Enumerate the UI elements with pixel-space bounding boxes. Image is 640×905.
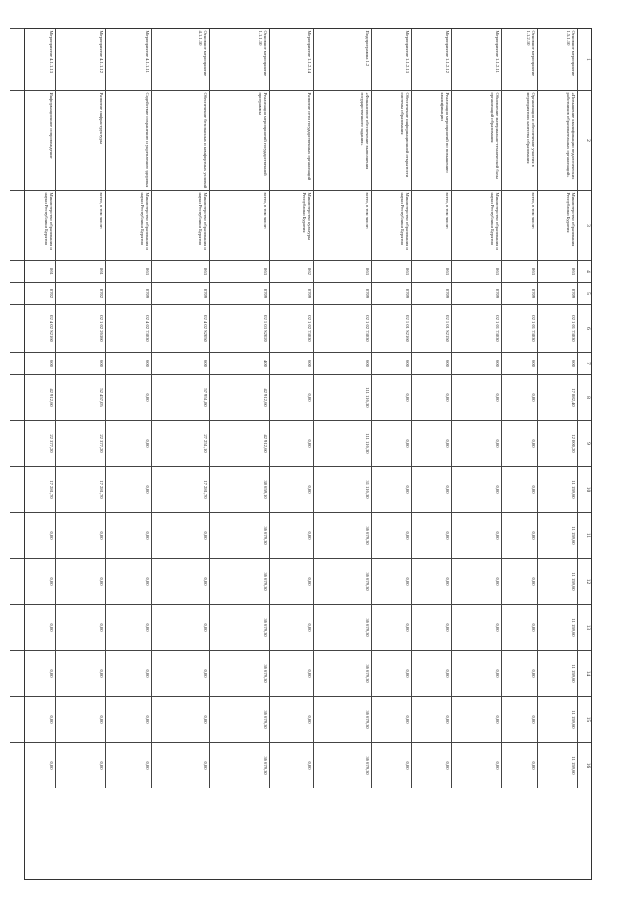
table-cell: Мероприятие 1.1.2.13	[372, 28, 412, 90]
table-cell: 0,00	[452, 742, 502, 788]
table-cell: 17 281,70	[10, 466, 56, 512]
table-cell: 0,00	[56, 604, 106, 650]
table-cell: 11 159,60	[538, 512, 578, 558]
table-cell: Основное мероприятие 1.5.1.10	[538, 28, 578, 90]
table-cell: 0,00	[372, 604, 412, 650]
column-number: 12	[578, 558, 592, 604]
table-cell: 0,00	[372, 374, 412, 420]
table-cell: 600	[452, 352, 502, 374]
table-cell: 0709	[538, 282, 578, 304]
table-cell: Министерство культуры Республики Бурятия	[270, 190, 314, 260]
table-cell: 11 159,60	[538, 466, 578, 512]
table-cell: всего, в том числе:	[210, 190, 270, 260]
table-cell: 57 951,80	[152, 374, 210, 420]
table-cell: 0709	[502, 282, 538, 304]
table-cell: 862	[270, 260, 314, 282]
table-cell: 0709	[106, 282, 152, 304]
table-cell: 0,00	[412, 696, 452, 742]
table-cell: 0709	[152, 282, 210, 304]
table-cell: 36 679,30	[314, 604, 372, 650]
table-cell: 863	[538, 260, 578, 282]
table-cell: 0,00	[452, 696, 502, 742]
table-cell: 36 679,30	[210, 558, 270, 604]
table-cell: 27 251,10	[152, 420, 210, 466]
table-cell: 36 679,30	[210, 696, 270, 742]
table-cell: 600	[106, 352, 152, 374]
table-cell: всего, в том числе:	[56, 190, 106, 260]
column-number: 13	[578, 604, 592, 650]
table-cell: 600	[152, 352, 210, 374]
table-cell: Реализация мероприятий государственной программы	[210, 90, 270, 190]
table-cell: 111 116,30	[314, 374, 372, 420]
table-cell: 0,00	[270, 742, 314, 788]
table-cell: 0709	[452, 282, 502, 304]
table-cell: 0,00	[372, 466, 412, 512]
table-cell: Обеспечение информационной открытости системы образования	[372, 90, 412, 190]
table-cell: 0,00	[372, 650, 412, 696]
column-number: 10	[578, 466, 592, 512]
table-cell: Мероприятие 1.1.2.14	[270, 28, 314, 90]
table-cell: всего, в том числе:	[412, 190, 452, 260]
table-cell: Подпрограмма 1.2	[314, 28, 372, 90]
table-cell: 0,00	[270, 466, 314, 512]
table-cell: 36 679,30	[314, 742, 372, 788]
table-cell: 0,00	[412, 742, 452, 788]
table-cell: 0,00	[10, 742, 56, 788]
column-number: 6	[578, 304, 592, 352]
table-cell: «Повышение квалификации педагогических работников образовательных организаций»	[538, 90, 578, 190]
table-cell: 17 281,70	[152, 466, 210, 512]
table-cell: 0709	[314, 282, 372, 304]
column-number: 1	[578, 28, 592, 90]
table-cell: 36 679,30	[314, 558, 372, 604]
table-cell: 0,00	[270, 558, 314, 604]
table-cell: 42 912,60	[210, 374, 270, 420]
table-cell: 600	[314, 352, 372, 374]
table-cell: 0,00	[10, 558, 56, 604]
column-number: 16	[578, 742, 592, 788]
table-cell: 0,00	[372, 696, 412, 742]
table-cell: 0,00	[270, 420, 314, 466]
table-cell: 42 912,60	[10, 374, 56, 420]
table-cell: 0,00	[452, 374, 502, 420]
table-cell: 861	[10, 260, 56, 282]
table-cell: Реализация мероприятий по повышению квалификации	[412, 90, 452, 190]
table-cell: 0,00	[56, 696, 106, 742]
table-cell: 0,00	[106, 604, 152, 650]
table-cell: 17 882,40	[538, 374, 578, 420]
column-number: 14	[578, 650, 592, 696]
table-cell: Содействие сохранению и укреплению здоровья	[106, 90, 152, 190]
table-cell: 0,00	[106, 696, 152, 742]
table-cell: Основное мероприятие 4.1.1.10	[152, 28, 210, 90]
table-cell: 0,00	[106, 512, 152, 558]
table-cell: 0,00	[452, 466, 502, 512]
table-cell: 11 159,60	[538, 742, 578, 788]
table-cell: 111 116,30	[314, 420, 372, 466]
table-cell: 02 4 02 73030	[106, 304, 152, 352]
table-cell: 02 4 02 S2160	[10, 304, 56, 352]
table-cell: 02 1 02 26360	[56, 304, 106, 352]
table-cell: 0,00	[412, 466, 452, 512]
column-number: 7	[578, 352, 592, 374]
table-cell: 17 281,70	[56, 466, 106, 512]
table-cell: 863	[106, 260, 152, 282]
table-cell: 0702	[56, 282, 106, 304]
table-cell: 36 679,30	[314, 512, 372, 558]
table-cell: Основное мероприятие 1.1.2.10	[502, 28, 538, 90]
table-cell: 36 679,30	[314, 696, 372, 742]
table-cell: Мероприятие 4.1.1.13	[10, 28, 56, 90]
table-cell: 02 1 03 S2020	[210, 304, 270, 352]
table-cell: 0,00	[412, 604, 452, 650]
table-cell: 600	[270, 352, 314, 374]
table-cell: 863	[412, 260, 452, 282]
table-cell: 0,00	[152, 604, 210, 650]
table-cell: 02 1 01 73030	[502, 304, 538, 352]
table-cell: 0,00	[502, 374, 538, 420]
table-cell: 11 159,60	[538, 650, 578, 696]
table-cell: 0,00	[452, 650, 502, 696]
table-cell: 600	[10, 352, 56, 374]
table-cell: 02 1 01 S2150	[412, 304, 452, 352]
table-cell: 0,00	[56, 558, 106, 604]
table-cell: 0,00	[502, 696, 538, 742]
table-cell: 0,00	[502, 604, 538, 650]
table-cell: Министерство образования и науки Республики Бурятия	[372, 190, 412, 260]
table-cell: 863	[314, 260, 372, 282]
table-cell: 0,00	[502, 558, 538, 604]
table-cell: 600	[56, 352, 106, 374]
table-cell: Министерство образования и науки Республики Бурятия	[152, 190, 210, 260]
table-cell: Мероприятие 4.1.1.11	[106, 28, 152, 90]
table-cell: 22 377,20	[10, 420, 56, 466]
table-cell: 0709	[372, 282, 412, 304]
table-cell: всего, в том числе:	[502, 190, 538, 260]
table-cell: 0,00	[106, 742, 152, 788]
table-cell: 36 679,30	[210, 742, 270, 788]
table-cell: Министерство образования Республики Бурятия	[538, 190, 578, 260]
table-cell: Министерство образования и науки Республики Бурятия	[106, 190, 152, 260]
table-cell: 600	[372, 352, 412, 374]
table-cell: 0,00	[412, 650, 452, 696]
table-cell: 0,00	[10, 604, 56, 650]
table-cell: 400	[210, 352, 270, 374]
table-cell: 863	[210, 260, 270, 282]
table-cell: 0709	[210, 282, 270, 304]
column-number: 3	[578, 190, 592, 260]
table-cell: 0,00	[372, 742, 412, 788]
table-cell: 0,00	[270, 696, 314, 742]
table-cell: 0,00	[452, 420, 502, 466]
table-cell: 600	[502, 352, 538, 374]
table-cell: 0,00	[56, 742, 106, 788]
table-cell: 600	[412, 352, 452, 374]
table-cell: 0,00	[152, 696, 210, 742]
column-number: 4	[578, 260, 592, 282]
table-cell: 02 1 01 73030	[538, 304, 578, 352]
table-cell: 0,00	[502, 650, 538, 696]
table-cell: 0,00	[270, 604, 314, 650]
table-cell: 0,00	[412, 512, 452, 558]
table-cell: всего, в том числе:	[314, 190, 372, 260]
table-cell: 0,00	[152, 512, 210, 558]
table-cell: 0709	[270, 282, 314, 304]
table-cell: 600	[538, 352, 578, 374]
table-cell: Мероприятие 1.1.2.11	[452, 28, 502, 90]
table-cell: 38 659,10	[210, 466, 270, 512]
table-cell: 863	[152, 260, 210, 282]
table-cell: Информационное сопровождение	[10, 90, 56, 190]
table-cell: 0,00	[152, 558, 210, 604]
table-cell: 36 679,30	[210, 604, 270, 650]
table-cell: 0,00	[106, 374, 152, 420]
table-cell: 0,00	[412, 420, 452, 466]
table-cell: 52 457,05	[56, 374, 106, 420]
table-cell: 0,00	[106, 650, 152, 696]
table-cell: Обеспечение безопасных и комфортных условий	[152, 90, 210, 190]
table-cell: 0,00	[270, 374, 314, 420]
table-cell: Развитие инфраструктуры	[56, 90, 106, 190]
table-cell: 11 159,60	[538, 558, 578, 604]
table-cell: 0,00	[270, 512, 314, 558]
table-cell: 36 679,30	[210, 650, 270, 696]
column-number: 5	[578, 282, 592, 304]
table-cell: Министерство образования и науки Республики Бурятия	[10, 190, 56, 260]
table-cell: 0,00	[502, 512, 538, 558]
column-number: 15	[578, 696, 592, 742]
table-cell: 0,00	[152, 650, 210, 696]
table-cell: 0,00	[270, 650, 314, 696]
table-cell: 22 377,20	[56, 420, 106, 466]
table-cell: 02 4 02 S2050	[152, 304, 210, 352]
table-cell: «Финансовое обеспечение выполнения государственного задания»	[314, 90, 372, 190]
table-cell: 0,00	[10, 696, 56, 742]
table-cell: 12 000,20	[538, 420, 578, 466]
table-cell: 0,00	[502, 420, 538, 466]
table-cell: 11 159,60	[538, 696, 578, 742]
table-cell: 863	[372, 260, 412, 282]
table-cell: 863	[502, 260, 538, 282]
table-cell: 0,00	[502, 466, 538, 512]
column-number: 2	[578, 90, 592, 190]
table-cell: Мероприятие 1.1.2.12	[412, 28, 452, 90]
table-cell: Мероприятие 4.1.1.12	[56, 28, 106, 90]
table-cell: 42 912,60	[210, 420, 270, 466]
table-cell: 0,00	[502, 742, 538, 788]
table-cell: 0,00	[452, 558, 502, 604]
table-cell: 31 116,30	[314, 466, 372, 512]
table-cell: Организация и обеспечение участия в мероприятиях качества образования	[502, 90, 538, 190]
table-cell: 02 1 02 73030	[314, 304, 372, 352]
table-cell: 0,00	[152, 742, 210, 788]
table-cell: 0,00	[412, 558, 452, 604]
table-cell: 02 1 01 73030	[452, 304, 502, 352]
table-cell: 0,00	[372, 420, 412, 466]
column-number: 8	[578, 374, 592, 420]
table-cell: 0709	[412, 282, 452, 304]
table-cell: 0702	[10, 282, 56, 304]
table-cell: 02 1 02 73030	[270, 304, 314, 352]
table-cell: 863	[452, 260, 502, 282]
table-cell: 0,00	[452, 512, 502, 558]
table-cell: Министерство образования и науки Республики Бурятия	[452, 190, 502, 260]
table-cell: 02 1 01 S2160	[372, 304, 412, 352]
column-number: 9	[578, 420, 592, 466]
table-cell: 0,00	[372, 558, 412, 604]
table-cell: 11 159,60	[538, 604, 578, 650]
table-cell: Основное мероприятие 1.1.1.10	[210, 28, 270, 90]
table-cell: 0,00	[106, 558, 152, 604]
table-cell: 0,00	[452, 604, 502, 650]
table-cell: 36 679,30	[314, 650, 372, 696]
table-cell: Обновление материально-технической базы организаций образования	[452, 90, 502, 190]
table-cell: Развитие сети государственных организаций	[270, 90, 314, 190]
column-number: 11	[578, 512, 592, 558]
table-cell: 0,00	[56, 512, 106, 558]
table-cell: 0,00	[412, 374, 452, 420]
table-cell: 861	[56, 260, 106, 282]
table-cell: 0,00	[10, 650, 56, 696]
table-cell: 0,00	[372, 512, 412, 558]
table-cell: 0,00	[106, 420, 152, 466]
budget-table	[24, 28, 592, 880]
table-cell: 0,00	[56, 650, 106, 696]
table-cell: 36 679,30	[210, 512, 270, 558]
table-cell: 0,00	[106, 466, 152, 512]
table-cell: 0,00	[10, 512, 56, 558]
